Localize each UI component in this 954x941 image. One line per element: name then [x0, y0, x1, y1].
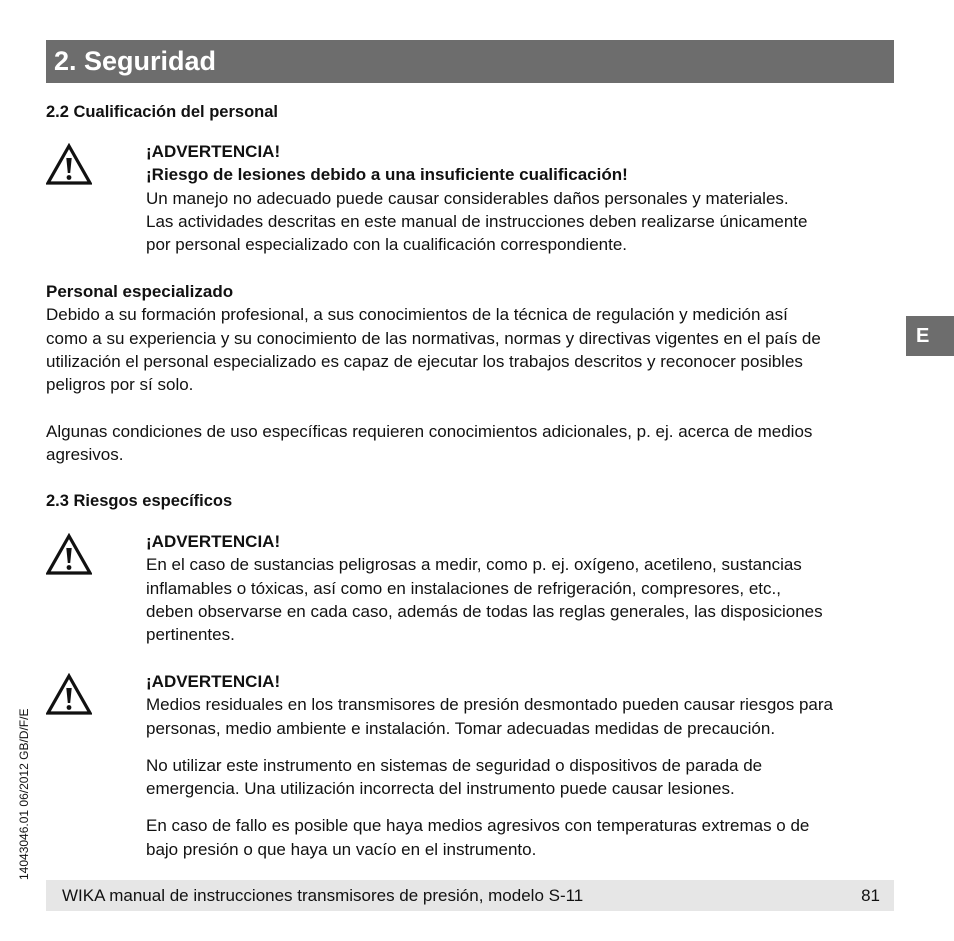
footer-title: WIKA manual de instrucciones transmisores de presión, modelo S-11: [62, 886, 584, 905]
section-header: [46, 40, 894, 83]
page-footer: [46, 880, 894, 911]
warning-line: Las actividades descritas en este manual de instrucciones deben realizarse únicamente: [146, 211, 808, 231]
warning-line: Un manejo no adecuado puede causar considerables daños personales y materiales.: [146, 188, 789, 208]
page-number: 81: [861, 886, 880, 905]
warning-line: pertinentes.: [146, 625, 235, 645]
warning-title: ¡ADVERTENCIA!: [146, 142, 281, 161]
warning-text: [146, 140, 896, 256]
warning-line: bajo presión o que haya un vacío en el instrumento.: [146, 839, 537, 859]
language-tab: [906, 316, 954, 356]
document-code: 14043046.01 06/2012 GB/D/F/E: [17, 708, 31, 880]
warning-text: [146, 670, 896, 861]
warning-line: personas, medio ambiente e instalación. Tomar adecuadas medidas de precaución.: [146, 718, 776, 738]
paragraph-line: Algunas condiciones de uso específicas requieren conocimientos adicionales, p. ej. acerca de medios: [46, 422, 813, 441]
warning-title: ¡ADVERTENCIA!: [146, 532, 281, 551]
conditions-paragraph: [46, 420, 894, 467]
language-tab-label: E: [916, 325, 930, 347]
paragraph-line: agresivos.: [46, 445, 124, 465]
warning-triangle-icon: [46, 143, 92, 185]
warning-line: Medios residuales en los transmisores de presión desmontado pueden causar riesgos para: [146, 695, 833, 715]
warning-line: deben observarse en cada caso, además de todas las reglas generales, las disposiciones: [146, 601, 823, 621]
warning-title: ¡ADVERTENCIA!: [146, 672, 281, 691]
section-title: 2. Seguridad: [54, 46, 217, 76]
personal-especializado-paragraph: [46, 280, 894, 396]
warning-subtitle: ¡Riesgo de lesiones debido a una insuficiente cualificación!: [146, 165, 628, 185]
warning-line: por personal especializado con la cualificación correspondiente.: [146, 235, 628, 255]
warning-line: inflamables o tóxicas, así como en instalaciones de refrigeración, compresores, etc.,: [146, 578, 781, 598]
warning-triangle-icon: [46, 533, 92, 575]
warning-triangle-icon: [46, 673, 92, 715]
paragraph-line: peligros por sí solo.: [46, 375, 194, 395]
paragraph-line: utilización el personal especializado es capaz de ejecutar los trabajos descritos y reconocer posibles: [46, 351, 803, 371]
warning-line: En el caso de sustancias peligrosas a medir, como p. ej. oxígeno, acetileno, sustancias: [146, 555, 802, 575]
paragraph-line: como a su experiencia y su conocimiento de las normativas, normas y directivas vigentes en el país de: [46, 328, 821, 348]
warning-line: En caso de fallo es posible que haya medios agresivos con temperaturas extremas o de: [146, 816, 810, 836]
warning-line: No utilizar este instrumento en sistemas de seguridad o dispositivos de parada de: [146, 755, 763, 775]
subsection-heading-2-2: 2.2 Cualificación del personal: [46, 103, 278, 121]
personal-heading: Personal especializado: [46, 282, 234, 301]
paragraph-line: Debido a su formación profesional, a sus conocimientos de la técnica de regulación y medición así: [46, 305, 788, 325]
warning-text: [146, 530, 896, 646]
warning-line: emergencia. Una utilización incorrecta del instrumento puede causar lesiones.: [146, 779, 735, 799]
subsection-heading-2-3: 2.3 Riesgos específicos: [46, 492, 233, 510]
